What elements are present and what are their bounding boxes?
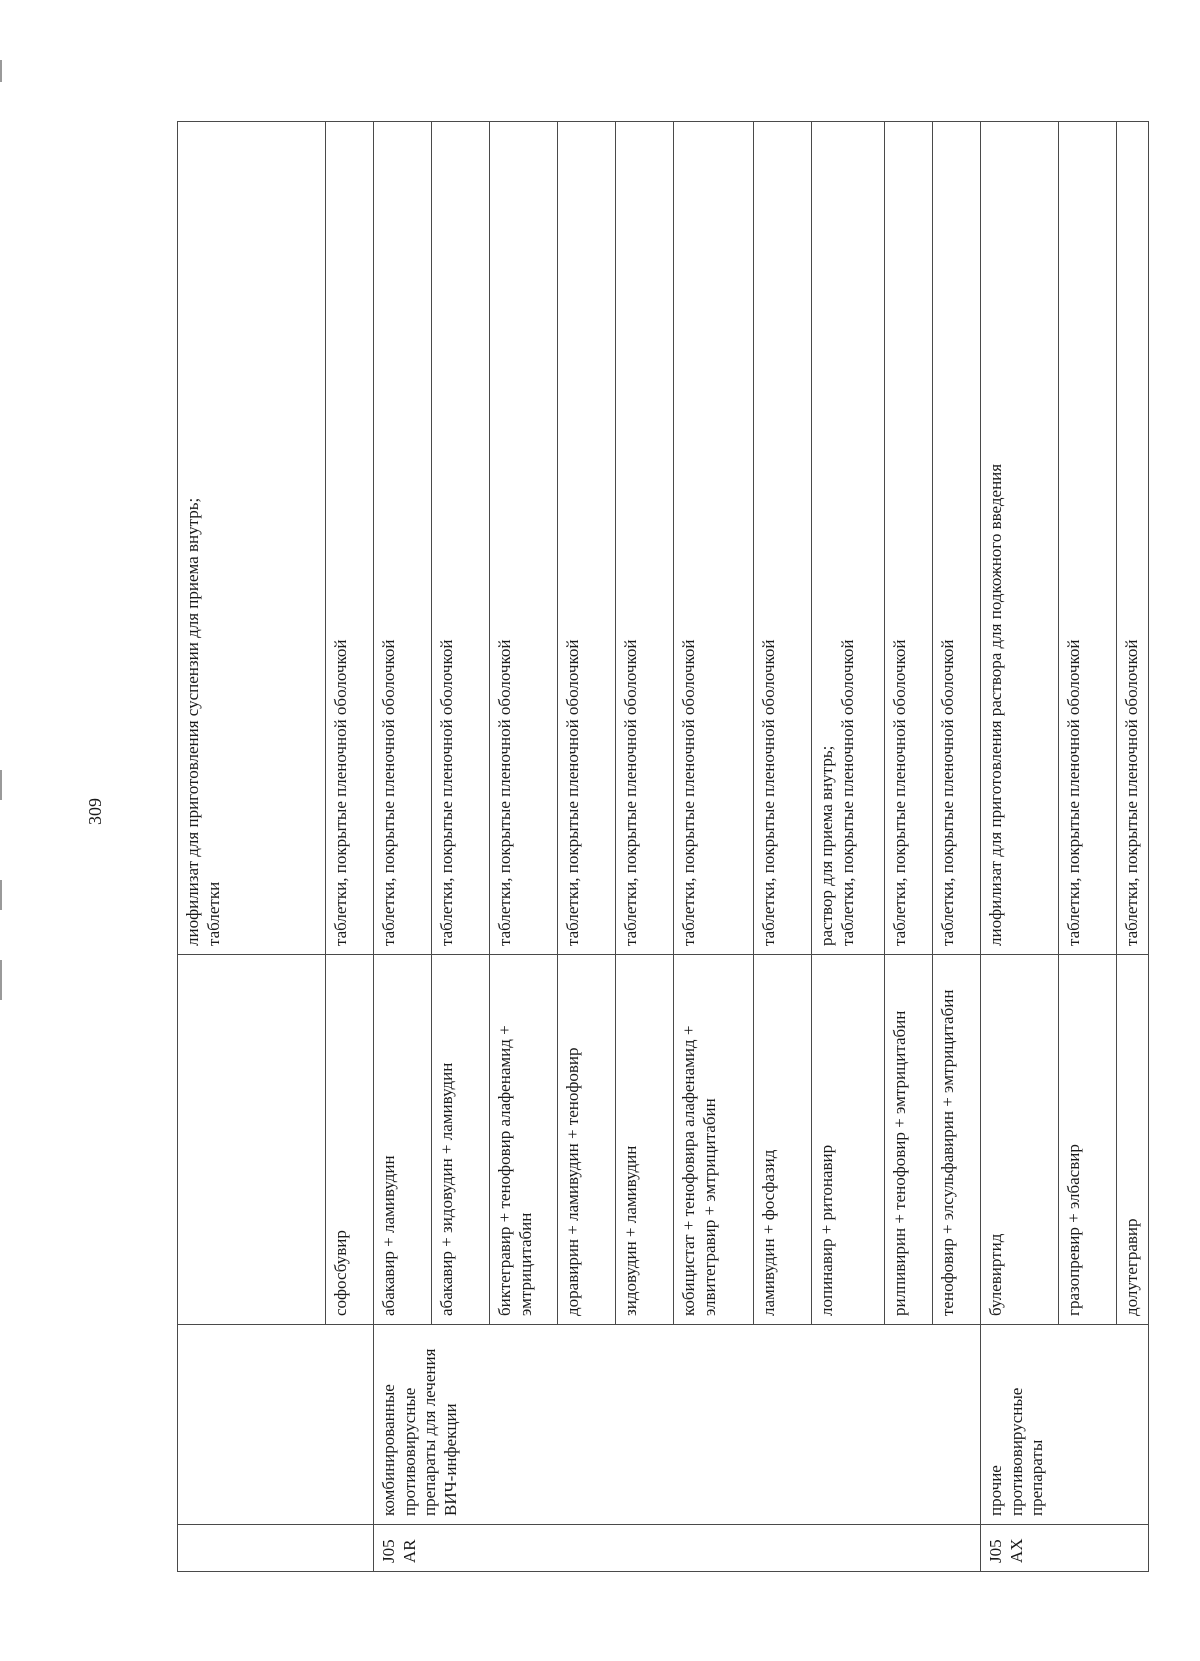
scan-edge-mark (0, 60, 2, 82)
dosage-form-line: таблетки, покрытые пленочной оболочкой (1064, 639, 1083, 946)
dosage-form-cell (981, 122, 1059, 955)
dosage-form-line: таблетки, покрытые пленочной оболочкой (890, 639, 909, 946)
dosage-form-cell (326, 122, 374, 955)
dosage-form-line: таблетки, покрытые пленочной оболочкой (379, 639, 398, 946)
dosage-form-line: таблетки (203, 881, 223, 946)
dosage-form-line: таблетки, покрытые пленочной оболочкой (938, 639, 957, 946)
substance-cell: абакавир + зидовудин + ламивудин (432, 955, 490, 1325)
substance-cell: гразопревир + элбасвир (1059, 955, 1117, 1325)
dosage-form-cell (178, 122, 326, 955)
table-row (374, 122, 432, 1572)
dosage-form-line: таблетки, покрытые пленочной оболочкой (1122, 639, 1141, 946)
group-name-cell: прочие противовирусные препараты (981, 1325, 1149, 1525)
dosage-form-line: таблетки, покрытые пленочной оболочкой (837, 639, 857, 946)
dosage-form-cell (754, 122, 812, 955)
substance-cell: софосбувир (326, 955, 374, 1325)
dosage-form-cell (674, 122, 754, 955)
dosage-form-cell (1059, 122, 1117, 955)
dosage-form-line: раствор для приема внутрь; (817, 745, 836, 946)
substance-cell: ламивудин + фосфазид (754, 955, 812, 1325)
scan-edge-mark (0, 960, 2, 1000)
dosage-form-line: таблетки, покрытые пленочной оболочкой (563, 639, 582, 946)
dosage-form-line: таблетки, покрытые пленочной оболочкой (679, 639, 698, 946)
dosage-form-cell (1117, 122, 1149, 955)
atc-code-cell: J05AR (374, 1525, 981, 1572)
substance-cell: булевиртид (981, 955, 1059, 1325)
substance-cell: лопинавир + ритонавир (812, 955, 885, 1325)
substance-cell (178, 955, 326, 1325)
scan-edge-mark (0, 880, 2, 910)
drug-table (177, 121, 1149, 1572)
scan-edge-mark (0, 770, 2, 800)
table-row (178, 122, 326, 1572)
table-row (981, 122, 1059, 1572)
dosage-form-line: таблетки, покрытые пленочной оболочкой (495, 639, 514, 946)
substance-cell: зидовудин + ламивудин (616, 955, 674, 1325)
dosage-form-line: лиофилизат для приготовления раствора для подкожного введения (986, 463, 1005, 946)
drug-table-body (178, 122, 1149, 1572)
dosage-form-cell (558, 122, 616, 955)
substance-cell: абакавир + ламивудин (374, 955, 432, 1325)
page-number: 309 (85, 798, 105, 825)
atc-code-cell: J05AX (981, 1525, 1149, 1572)
group-name-cell: комбинированные противовирусные препараты для лечения ВИЧ-инфекции (374, 1325, 981, 1525)
dosage-form-cell (432, 122, 490, 955)
dosage-form-line: таблетки, покрытые пленочной оболочкой (437, 639, 456, 946)
atc-code-cell (178, 1525, 374, 1572)
substance-cell: рилпивирин + тенофовир + эмтрицитабин (885, 955, 933, 1325)
dosage-form-line: таблетки, покрытые пленочной оболочкой (331, 639, 350, 946)
dosage-form-line: таблетки, покрытые пленочной оболочкой (759, 639, 778, 946)
substance-cell: тенофовир + элсульфавирин + эмтрицитабин (933, 955, 981, 1325)
dosage-form-cell (812, 122, 885, 955)
dosage-form-cell (885, 122, 933, 955)
dosage-form-cell (374, 122, 432, 955)
dosage-form-line: лиофилизат для приготовления суспензии для приема внутрь; (183, 497, 202, 946)
dosage-form-line: таблетки, покрытые пленочной оболочкой (621, 639, 640, 946)
dosage-form-cell (616, 122, 674, 955)
substance-cell: доравирин + ламивудин + тенофовир (558, 955, 616, 1325)
substance-cell: биктегравир + тенофовир алафенамид + эмтрицитабин (490, 955, 558, 1325)
rotated-table-frame (177, 122, 1141, 1572)
dosage-form-cell (933, 122, 981, 955)
substance-cell: долутегравир (1117, 955, 1149, 1325)
group-name-cell (178, 1325, 374, 1525)
dosage-form-cell (490, 122, 558, 955)
substance-cell: кобицистат + тенофовира алафенамид + элвитегравир + эмтрицитабин (674, 955, 754, 1325)
